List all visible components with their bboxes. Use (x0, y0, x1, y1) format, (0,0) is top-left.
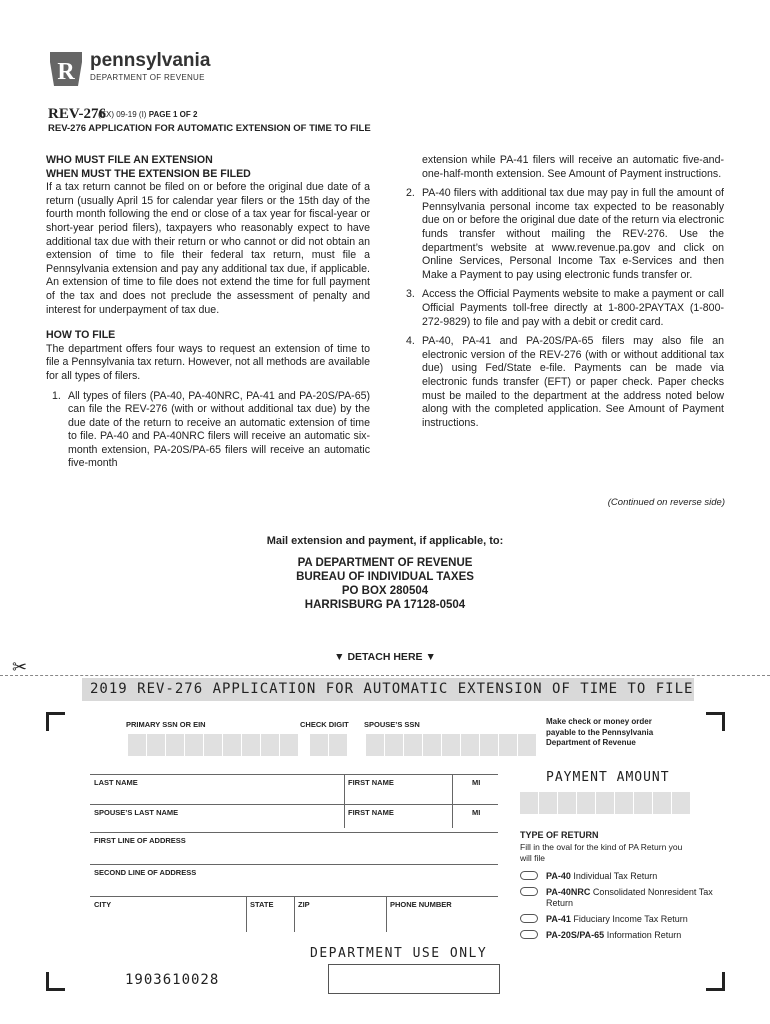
mailing-address (0, 556, 770, 612)
grid-divider (246, 896, 247, 932)
return-type-pa41[interactable] (520, 914, 688, 925)
form-code (98, 110, 197, 119)
who-heading-2: WHEN MUST THE EXTENSION BE FILED (46, 167, 251, 180)
oval-radio[interactable] (520, 930, 538, 939)
payment-amount-label: PAYMENT AMOUNT (546, 770, 670, 785)
detach-label: ▼ DETACH HERE ▼ (334, 651, 436, 663)
form-code-text: (EX) 09-19 (I) (98, 110, 147, 119)
address-line: PO BOX 280504 (341, 585, 429, 597)
methods-list (46, 390, 370, 472)
how-text: The department offers four ways to request an extension of time to file a Pennsylvania tax return. However, not all methods are available for all types of filers. (46, 342, 370, 382)
return-type-pa40[interactable] (520, 871, 658, 882)
type-desc: Individual Tax Return (570, 871, 658, 881)
corner-mark-bottom-right (706, 972, 725, 991)
brand-name: pennsylvania (90, 50, 211, 71)
spouse-ssn-input[interactable] (366, 734, 536, 756)
item-text: Access the Official Payments website to make a payment or call Official Payments toll-free directly at 1-800-2PAYTAX (1-800-272-9829) to file and pay with a debit or credit card. (422, 288, 724, 328)
type-desc: Information Return (604, 930, 682, 940)
type-desc: Fiduciary Income Tax Return (570, 914, 688, 924)
list-item (406, 288, 724, 329)
check-payable-note: Make check or money order payable to the Pennsylvania Department of Revenue (546, 717, 654, 747)
keystone-logo-icon (48, 50, 84, 88)
address-line: BUREAU OF INDIVIDUAL TAXES (296, 571, 474, 583)
check-digit-input[interactable] (310, 734, 347, 756)
how-heading: HOW TO FILE (46, 329, 116, 342)
grid-divider (452, 774, 453, 828)
address-line: HARRISBURG PA 17128-0504 (304, 599, 466, 611)
instructions-right-column (406, 154, 724, 436)
address1-label: FIRST LINE OF ADDRESS (94, 836, 186, 845)
zip-label: ZIP (298, 900, 310, 909)
type-desc: Consolidated Nonresident Tax Return (546, 887, 713, 908)
oval-radio[interactable] (520, 887, 538, 896)
logo-letter: R (57, 59, 75, 85)
address2-label: SECOND LINE OF ADDRESS (94, 868, 197, 877)
corner-mark-top-right (706, 712, 725, 731)
oval-radio[interactable] (520, 871, 538, 880)
grid-line (90, 804, 498, 805)
item-number: 3. (406, 288, 415, 301)
first-name-label: FIRST NAME (348, 778, 394, 787)
mi-label: MI (472, 778, 481, 787)
grid-line (90, 832, 498, 833)
type-code: PA-40 (546, 871, 571, 881)
grid-divider (386, 896, 387, 932)
methods-list-cont (406, 154, 724, 430)
spouse-last-name-label: SPOUSE’S LAST NAME (94, 808, 179, 817)
state-label: STATE (250, 900, 274, 909)
oval-radio[interactable] (520, 914, 538, 923)
list-item (52, 390, 370, 472)
item-text: extension while PA-41 filers will receive an automatic five-and-one-half-month extension. See Amount of Payment instructions. (422, 154, 724, 180)
spouse-ssn-label: SPOUSE’S SSN (364, 720, 420, 729)
page-title: REV-276 APPLICATION FOR AUTOMATIC EXTENSION OF TIME TO FILE (48, 123, 371, 134)
item-text: PA-40 filers with additional tax due may pay in full the amount of Pennsylvania personal income tax expected to be reasonably due on or before the original due date of the return via electronic funds transfer without mailing the REV-276. Use the department’s website at www.revenue.pa.gov and click on Online Services, Personal Income Tax e-Services and then Make a Payment to pay using electronic funds transfer or. (422, 187, 724, 281)
type-of-return-instruction: Fill in the oval for the kind of PA Return you will file (520, 842, 683, 863)
primary-ssn-input[interactable] (128, 734, 298, 756)
type-code: PA-20S/PA-65 (546, 930, 605, 940)
form-banner: 2019 REV-276 APPLICATION FOR AUTOMATIC EXTENSION OF TIME TO FILE (82, 678, 694, 701)
check-digit-label: CHECK DIGIT (300, 720, 349, 729)
mail-heading: Mail extension and payment, if applicable, to: (266, 535, 504, 547)
item-text: PA-40, PA-41 and PA-20S/PA-65 filers may also file an electronic version of the REV-276 (with or without additional tax due) using Fed/State e-file. Payments can be made via electronic funds transfer (EFT) or paper check. Paper checks must be mailed to the department at the address noted below along with the completed application. See Amount of Payment instructions. (422, 335, 724, 429)
department-name: DEPARTMENT OF REVENUE (90, 73, 205, 82)
grid-line (90, 864, 498, 865)
form-number: REV-276 (48, 106, 107, 122)
return-type-pa20s[interactable] (520, 930, 682, 941)
who-text: If a tax return cannot be filed on or before the original due date of a return (usually April 15 for calendar year filers or the 15th day of the fourth month following the end or close of a tax year for fiscal-year or short-year period filers), taxpayers who reasonably expect to have additional tax due with their return or who cannot or did not obtain an extension of time to file their federal tax return, must file a Pennsylvania extension and pay any additional tax due, if applicable. An extension of time to file does not extend the time for full payment of the tax and does not preclude the assessment of penalty and interest for underpayment of tax due. (46, 181, 370, 316)
item-number: 2. (406, 187, 415, 200)
spouse-first-name-label: FIRST NAME (348, 808, 394, 817)
last-name-label: LAST NAME (94, 778, 138, 787)
type-code: PA-41 (546, 914, 571, 924)
list-item (406, 335, 724, 430)
list-item (406, 187, 724, 282)
grid-divider (294, 896, 295, 932)
type-code: PA-40NRC (546, 887, 591, 897)
return-type-pa40nrc[interactable] (520, 887, 713, 908)
list-item (406, 154, 724, 181)
corner-mark-bottom-left (46, 972, 65, 991)
continued-note: (Continued on reverse side) (607, 497, 725, 508)
item-number: 4. (406, 335, 415, 348)
instructions-left-column (46, 154, 370, 477)
scissors-icon: ✂ (12, 657, 28, 677)
spouse-mi-label: MI (472, 808, 481, 817)
address-line: PA DEPARTMENT OF REVENUE (297, 557, 473, 569)
item-text: All types of filers (PA-40, PA-40NRC, PA-41 and PA-20S/PA-65) can file the REV-276 (with or without additional tax due) by the due date of the return to receive an automatic extension of time to file. PA-40 and PA-40NRC filers will receive an automatic six-month extension, PA-20S/PA-65 filers will receive an automatic five-month (68, 389, 370, 470)
type-of-return-heading: TYPE OF RETURN (520, 830, 599, 840)
city-label: CITY (94, 900, 112, 909)
item-number: 1. (52, 389, 61, 402)
corner-mark-top-left (46, 712, 65, 731)
scan-line-number: 1903610028 (125, 972, 220, 988)
phone-label: PHONE NUMBER (390, 900, 452, 909)
page-indicator: PAGE 1 OF 2 (148, 110, 198, 119)
cut-line (0, 675, 770, 676)
primary-ssn-label: PRIMARY SSN OR EIN (126, 720, 206, 729)
grid-divider (344, 774, 345, 828)
payment-amount-input[interactable] (520, 792, 690, 814)
grid-line (90, 774, 498, 775)
department-use-label: DEPARTMENT USE ONLY (310, 946, 488, 961)
department-use-box (328, 964, 500, 994)
who-heading-1: WHO MUST FILE AN EXTENSION (46, 154, 213, 166)
